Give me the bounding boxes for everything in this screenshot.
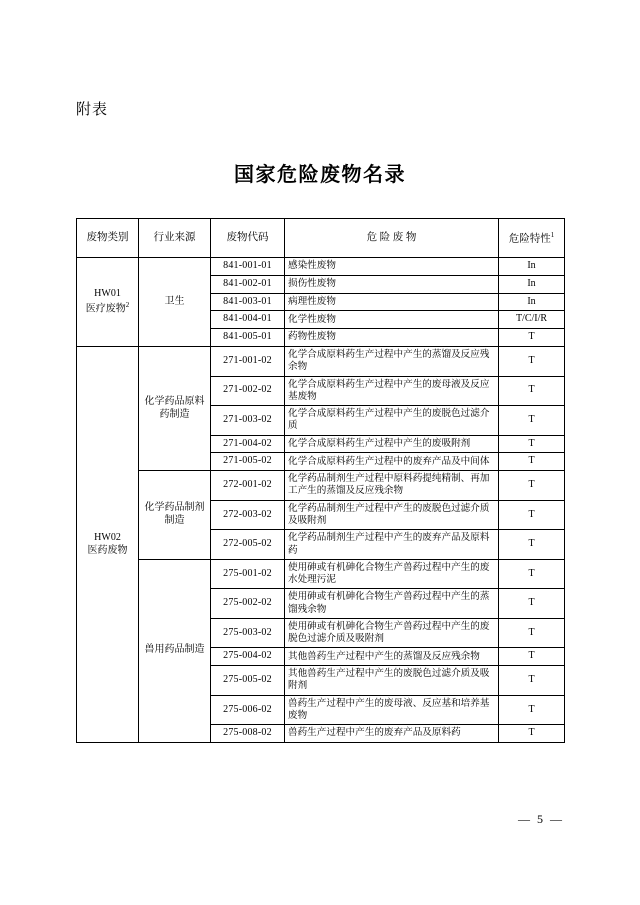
cell-hazard-property: In	[499, 293, 565, 311]
waste-category-superscript: 2	[125, 300, 130, 309]
cell-waste-code: 275-004-02	[211, 648, 285, 666]
cell-waste-description: 化学合成原料药生产过程中产生的废吸附剂	[285, 435, 499, 453]
cell-hazard-property: T	[499, 618, 565, 648]
cell-industry-source: 化学药品制剂制造	[139, 471, 211, 560]
cell-waste-description: 化学合成原料药生产过程中产生的废母液及反应基废物	[285, 376, 499, 406]
cell-hazard-property: T	[499, 695, 565, 725]
column-header-waste-code: 废物代码	[211, 219, 285, 258]
column-header-category: 废物类别	[77, 219, 139, 258]
cell-waste-description: 药物性废物	[285, 329, 499, 347]
cell-waste-code: 275-002-02	[211, 589, 285, 619]
cell-hazard-property: T/C/I/R	[499, 311, 565, 329]
cell-hazard-property: T	[499, 530, 565, 560]
cell-industry-source: 卫生	[139, 258, 211, 347]
cell-waste-category	[77, 346, 139, 742]
cell-waste-description: 使用砷或有机砷化合物生产兽药过程中产生的蒸馏残余物	[285, 589, 499, 619]
cell-waste-code: 275-008-02	[211, 725, 285, 743]
waste-category-line: HW02	[94, 531, 121, 543]
cell-industry-source: 兽用药品制造	[139, 559, 211, 742]
cell-hazard-property: T	[499, 346, 565, 376]
cell-hazard-property: T	[499, 376, 565, 406]
column-header-hazardous-waste: 危 险 废 物	[285, 219, 499, 258]
waste-category-line: 医药废物	[87, 544, 128, 556]
page-title: 国家危险废物名录	[234, 164, 406, 186]
table-header	[77, 219, 565, 258]
table-row	[77, 471, 565, 501]
table-row	[77, 258, 565, 276]
cell-waste-code: 841-005-01	[211, 329, 285, 347]
cell-hazard-property: T	[499, 648, 565, 666]
cell-waste-description: 兽药生产过程中产生的废母液、反应基和培养基废物	[285, 695, 499, 725]
cell-hazard-property: T	[499, 559, 565, 589]
cell-hazard-property: In	[499, 258, 565, 276]
cell-waste-description: 化学合成原料药生产过程中产生的废脱色过滤介质	[285, 406, 499, 436]
cell-hazard-property: T	[499, 725, 565, 743]
cell-waste-code: 271-002-02	[211, 376, 285, 406]
cell-waste-description: 化学药品制剂生产过程中原料药提纯精制、再加工产生的蒸馏及反应残余物	[285, 471, 499, 501]
cell-waste-code: 275-006-02	[211, 695, 285, 725]
cell-waste-description: 其他兽药生产过程中产生的废脱色过滤介质及吸附剂	[285, 666, 499, 696]
cell-waste-description: 其他兽药生产过程中产生的蒸馏及反应残余物	[285, 648, 499, 666]
cell-hazard-property: T	[499, 329, 565, 347]
cell-waste-code: 841-002-01	[211, 275, 285, 293]
cell-waste-code: 271-003-02	[211, 406, 285, 436]
table-body	[77, 258, 565, 743]
cell-waste-description: 化学合成原料药生产过程中的废弃产品及中间体	[285, 453, 499, 471]
table-row	[77, 346, 565, 376]
cell-hazard-property: T	[499, 453, 565, 471]
cell-waste-code: 841-001-01	[211, 258, 285, 276]
cell-industry-source: 化学药品原料药制造	[139, 346, 211, 470]
cell-waste-description: 损伤性废物	[285, 275, 499, 293]
table-header-row	[77, 219, 565, 258]
cell-waste-description: 化学合成原料药生产过程中产生的蒸馏及反应残余物	[285, 346, 499, 376]
hazardous-waste-catalog-table	[76, 218, 565, 743]
cell-waste-description: 化学药品制剂生产过程中产生的废弃产品及原料药	[285, 530, 499, 560]
cell-waste-code: 272-005-02	[211, 530, 285, 560]
cell-hazard-property: T	[499, 406, 565, 436]
cell-waste-code: 271-001-02	[211, 346, 285, 376]
cell-waste-description: 化学性废物	[285, 311, 499, 329]
cell-hazard-property: T	[499, 589, 565, 619]
table-row	[77, 559, 565, 589]
column-header-hazard-property-superscript: 1	[550, 230, 555, 239]
cell-waste-code: 271-005-02	[211, 453, 285, 471]
cell-waste-description: 病理性废物	[285, 293, 499, 311]
cell-waste-code: 272-003-02	[211, 500, 285, 530]
cell-waste-code: 275-001-02	[211, 559, 285, 589]
cell-waste-description: 化学药品制剂生产过程中产生的废脱色过滤介质及吸附剂	[285, 500, 499, 530]
cell-waste-description: 使用砷或有机砷化合物生产兽药过程中产生的废脱色过滤介质及吸附剂	[285, 618, 499, 648]
cell-waste-code: 275-005-02	[211, 666, 285, 696]
cell-hazard-property: In	[499, 275, 565, 293]
waste-category-line: HW01	[94, 288, 121, 300]
cell-waste-description: 兽药生产过程中产生的废弃产品及原料药	[285, 725, 499, 743]
page-number: — 5 —	[518, 812, 564, 826]
cell-hazard-property: T	[499, 471, 565, 501]
cell-hazard-property: T	[499, 435, 565, 453]
cell-waste-description: 感染性废物	[285, 258, 499, 276]
column-header-hazard-property-label: 危险特性	[508, 233, 551, 245]
cell-waste-code: 271-004-02	[211, 435, 285, 453]
waste-category-line: 医疗废物	[85, 303, 126, 315]
cell-hazard-property: T	[499, 500, 565, 530]
cell-waste-code: 841-003-01	[211, 293, 285, 311]
cell-waste-code: 272-001-02	[211, 471, 285, 501]
column-header-hazard-property	[499, 219, 565, 258]
attachment-label: 附表	[76, 102, 109, 118]
cell-waste-category	[77, 258, 139, 347]
cell-waste-code: 275-003-02	[211, 618, 285, 648]
cell-hazard-property: T	[499, 666, 565, 696]
cell-waste-description: 使用砷或有机砷化合物生产兽药过程中产生的废水处理污泥	[285, 559, 499, 589]
cell-waste-code: 841-004-01	[211, 311, 285, 329]
column-header-industry-source: 行业来源	[139, 219, 211, 258]
